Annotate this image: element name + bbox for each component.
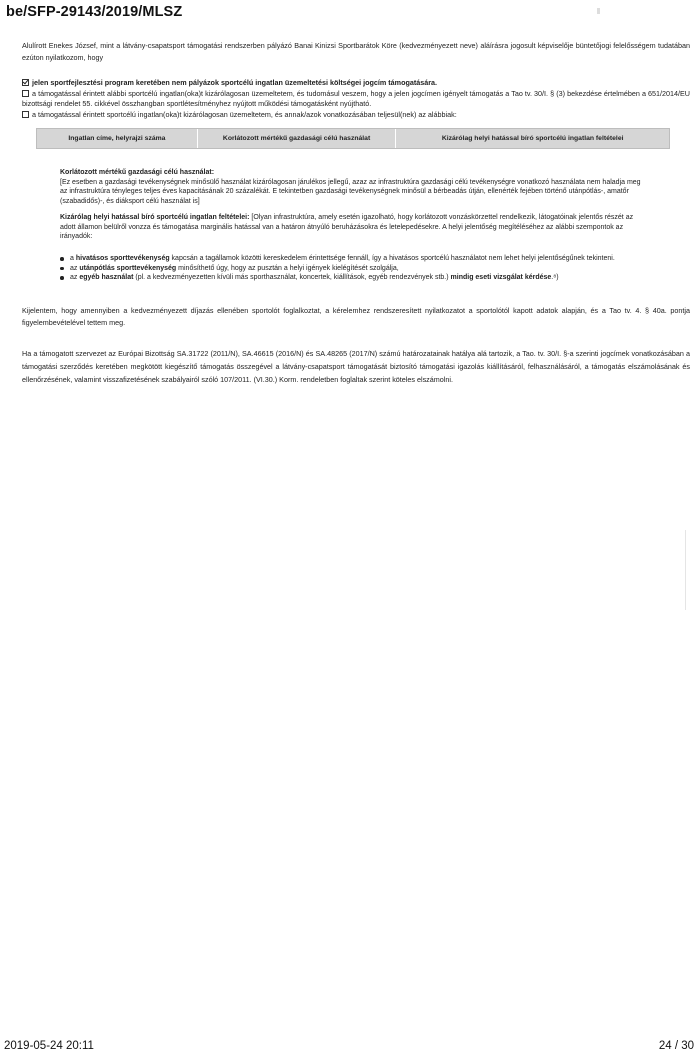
checkbox-icon bbox=[22, 90, 29, 97]
column-header-address: Ingatlan címe, helyrajzi száma bbox=[37, 129, 198, 148]
option-no-application bbox=[22, 78, 690, 89]
bullet-prefix: az bbox=[70, 264, 80, 272]
bullet-term: egyéb használat bbox=[79, 274, 134, 282]
declaration-paragraph: Kijelentem, hogy amennyiben a kedvezményezett díjazás ellenében sportolót foglalkoztat, a kérelemhez rendszeresített nyilatkozatot a sportolótól kapott adatok alapján, és a Tao tv. 4. § 40a. pontja figyelembevételével tettem meg. bbox=[22, 306, 690, 327]
checked-checkbox-icon bbox=[22, 79, 29, 86]
option-text: a támogatással érintett alábbi sportcélú ingatlan(oka)t kizárólagosan üzemeltetem, és tudomásul veszem, hogy a jelen jogcímen igényelt támogatás a Tao tv. 30/I. § (3) bekezdése értelmében a 651/2014/EU bizottsági rendelet 55. cikkével összhangban sportlétesítményhez nyújtott működési támogatásként nyújtható. bbox=[22, 88, 690, 108]
options-list bbox=[22, 78, 690, 120]
checkbox-icon bbox=[22, 111, 29, 118]
list-item bbox=[60, 264, 650, 274]
bullet-term: utánpótlás sporttevékenység bbox=[79, 264, 177, 272]
column-header-limited-use: Korlátozott mértékű gazdasági célú használat bbox=[198, 129, 396, 148]
bullet-footnote: .⁸) bbox=[551, 274, 559, 282]
list-item bbox=[60, 273, 650, 283]
definition-local-effect bbox=[60, 213, 644, 242]
option-text: jelen sportfejlesztési program keretében nem pályázok sportcélú ingatlan üzemeltetési költségei jogcím támogatására. bbox=[32, 78, 438, 87]
bullet-prefix: a bbox=[70, 255, 76, 262]
list-item bbox=[60, 254, 650, 264]
definition-text: [Ez esetben a gazdasági tevékenységnek minősülő használat kizárólagosan járulékos jellegű, azaz az infrastruktúra gazdasági célú tevékenységre vonatkozó használata nem haladja meg az infrastruktúra tényleges teljes éves kapacitásának 20 százalékát. E tekintetben gazdasági tevékenységnek minősül a bérbeadás útján, ellenérték fejében történő utánpótlás-, amatőr (szabadidős)-, és diáksport célú használat is] bbox=[60, 178, 641, 205]
scan-artifact-line bbox=[685, 530, 686, 610]
bullet-prefix: az bbox=[70, 274, 80, 282]
bullet-text: kapcsán a tagállamok közötti kereskedelem érintettsége fennáll, így a hivatásos sportcélú használatot nem lehet helyi jelentőségűnek tekinteni. bbox=[169, 255, 615, 262]
bullet-text: (pl. a kedvezményezetten kívüli más sporthasználat, koncertek, kiállítások, egyéb rendezvények stb.) bbox=[133, 274, 451, 282]
definition-heading: Kizárólag helyi hatással bíró sportcélú ingatlan feltételei: bbox=[60, 214, 250, 221]
definition-heading: Korlátozott mértékű gazdasági célú használat: bbox=[60, 169, 215, 176]
option-conditions-met bbox=[22, 110, 690, 121]
definition-text: [Olyan infrastruktúra, amely esetén igazolható, hogy korlátozott vonzáskörzettel rendelkezik, látogatóinak jelentős részét az adott államon belülről vonzza és támogatása marginális hatással van a határon átnyúló beruházásokra és letelepedésekre. A helyi jelentőség megítéléséhez az alábbi szempontok az irányadók: bbox=[60, 214, 634, 241]
bullet-term: hivatásos sporttevékenység bbox=[75, 255, 170, 262]
bullet-emphasis: mindig eseti vizsgálat kérdése bbox=[450, 274, 552, 282]
final-paragraph: Ha a támogatott szervezet az Európai Bizottság SA.31722 (2011/N), SA.46615 (2016/N) és SA.48265 (2017/N) számú határozatainak hatálya alá tartozik, a Tao. tv. 30/I. §-a szerinti jogcímek vonatkozásában a támogatási szerződés keretében megkötött kiegészítő támogatás összegével a látvány-csapatsport támogatását biztosító támogatási igazolás kiállításáról, felhasználásáról, a támogatás elszámolásának és ellenőrzésének, valamint visszafizetésének szabályairól szóló 107/2011. (VI.30.) Korm. rendeletben foglaltak szerint köteles elszámolni. bbox=[22, 349, 690, 384]
column-header-local-effect: Kizárólag helyi hatással bíró sportcélú ingatlan feltételei bbox=[441, 135, 624, 142]
option-exclusive-operation bbox=[22, 89, 690, 110]
option-text: a támogatással érintett sportcélú ingatlan(oka)t kizárólagosan üzemeltetem, és annak/azok vonatkozásában teljesül(nek) az alábbiak: bbox=[32, 109, 457, 119]
page-number: 24 / 30 bbox=[658, 1040, 694, 1052]
bullet-text: minősíthető úgy, hogy az pusztán a helyi igények kielégítését szolgálja, bbox=[176, 264, 399, 272]
property-table-header bbox=[36, 128, 670, 149]
document-id: be/SFP-29143/2019/MLSZ bbox=[6, 4, 183, 20]
definition-limited-use bbox=[60, 168, 644, 206]
footer-datetime: 2019-05-24 20:11 bbox=[4, 1040, 94, 1052]
criteria-list bbox=[60, 254, 650, 283]
intro-paragraph: Alulírott Enekes József, mint a látvány-csapatsport támogatási rendszerben pályázó Banai Kinizsi Sportbarátok Köre (kedvezményezett neve) aláírásra jogosult képviselője büntetőjogi felelősségem tudatában ezúton nyilatkozom, hogy bbox=[22, 41, 690, 62]
scan-speck bbox=[597, 8, 600, 14]
